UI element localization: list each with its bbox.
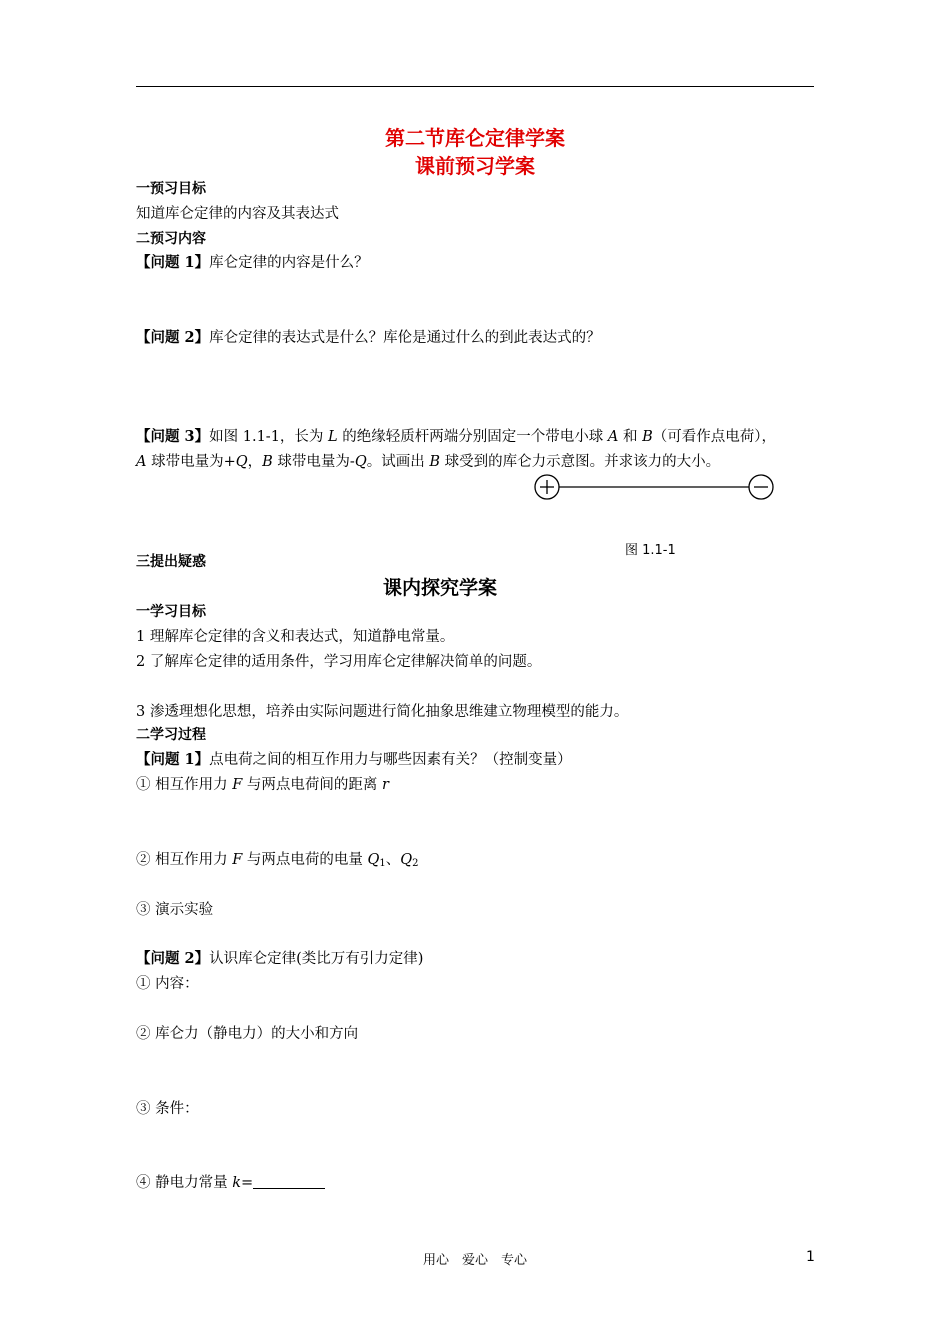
learning-process-heading: 二学习过程 xyxy=(136,727,206,743)
document-title: 第二节库仑定律学案 xyxy=(385,126,565,150)
preview-question-3-line1: 【问题 3】如图 1.1-1，长为 L 的绝缘轻质杆两端分别固定一个带电小球 A 和 B（可看作点电荷）， xyxy=(136,428,777,445)
inclass-item-2: ② 相互作用力 F 与两点电荷的电量 $Q_1$、$Q_2$ xyxy=(136,852,419,869)
question-tag: 【问题 2】 xyxy=(136,329,210,346)
figure-caption: 图 1.1-1 xyxy=(625,543,676,558)
preview-goal-heading: 一预习目标 xyxy=(136,181,206,197)
preview-question-1 xyxy=(136,251,369,272)
inclass-sub-1: ① 内容： xyxy=(136,976,199,992)
section-title-preview: 课前预习学案 xyxy=(415,154,535,178)
question-tag: 【问题 1】 xyxy=(136,254,210,271)
question-tag: 【问题 3】 xyxy=(136,428,210,445)
question-tag: 【问题 1】 xyxy=(136,751,210,768)
preview-content-heading: 二预习内容 xyxy=(136,231,206,247)
preview-goal-text: 知道库仑定律的内容及其表达式 xyxy=(136,206,339,222)
inclass-item-1: ① 相互作用力 F 与两点电荷间的距离 r xyxy=(136,777,389,793)
inclass-sub-4: ④ 静电力常量 k= xyxy=(136,1171,325,1192)
inclass-item-3: ③ 演示实验 xyxy=(136,902,214,918)
charged-rod-diagram xyxy=(530,472,780,504)
preview-question-3-line2: A 球带电量为+Q，B 球带电量为-Q。试画出 B 球受到的库仑力示意图。并求该力的大小。 xyxy=(136,454,721,470)
learning-goal-heading: 一学习目标 xyxy=(136,604,206,620)
learning-goal-2: 2 了解库仑定律的适用条件，学习用库仑定律解决简单的问题。 xyxy=(136,654,542,670)
page-number: 1 xyxy=(806,1249,815,1265)
question-tag: 【问题 2】 xyxy=(136,950,210,967)
footer-motto: 用心 爱心 专心 xyxy=(422,1253,527,1268)
question-text: 库仑定律的表达式是什么？库伦是通过什么的到此表达式的？ xyxy=(209,330,601,346)
learning-goal-1: 1 理解库仑定律的含义和表达式，知道静电常量。 xyxy=(136,629,455,645)
inclass-question-1 xyxy=(136,748,572,769)
doubt-heading: 三提出疑惑 xyxy=(136,554,206,570)
question-text: 点电荷之间的相互作用力与哪些因素有关？（控制变量） xyxy=(209,752,572,768)
negative-charge-icon xyxy=(749,475,773,499)
answer-blank[interactable] xyxy=(253,1174,325,1189)
inclass-sub-3: ③ 条件： xyxy=(136,1101,199,1117)
learning-goal-3: 3 渗透理想化思想，培养由实际问题进行简化抽象思维建立物理模型的能力。 xyxy=(136,704,629,720)
inclass-sub-2: ② 库仑力（静电力）的大小和方向 xyxy=(136,1026,359,1042)
question-text: 认识库仑定律(类比万有引力定律) xyxy=(209,951,424,967)
preview-question-2 xyxy=(136,326,601,347)
section-title-inclass: 课内探究学案 xyxy=(382,577,497,599)
inclass-question-2 xyxy=(136,947,423,968)
header-rule xyxy=(136,86,814,87)
positive-charge-icon xyxy=(535,475,559,499)
question-text: 库仑定律的内容是什么？ xyxy=(209,255,369,271)
